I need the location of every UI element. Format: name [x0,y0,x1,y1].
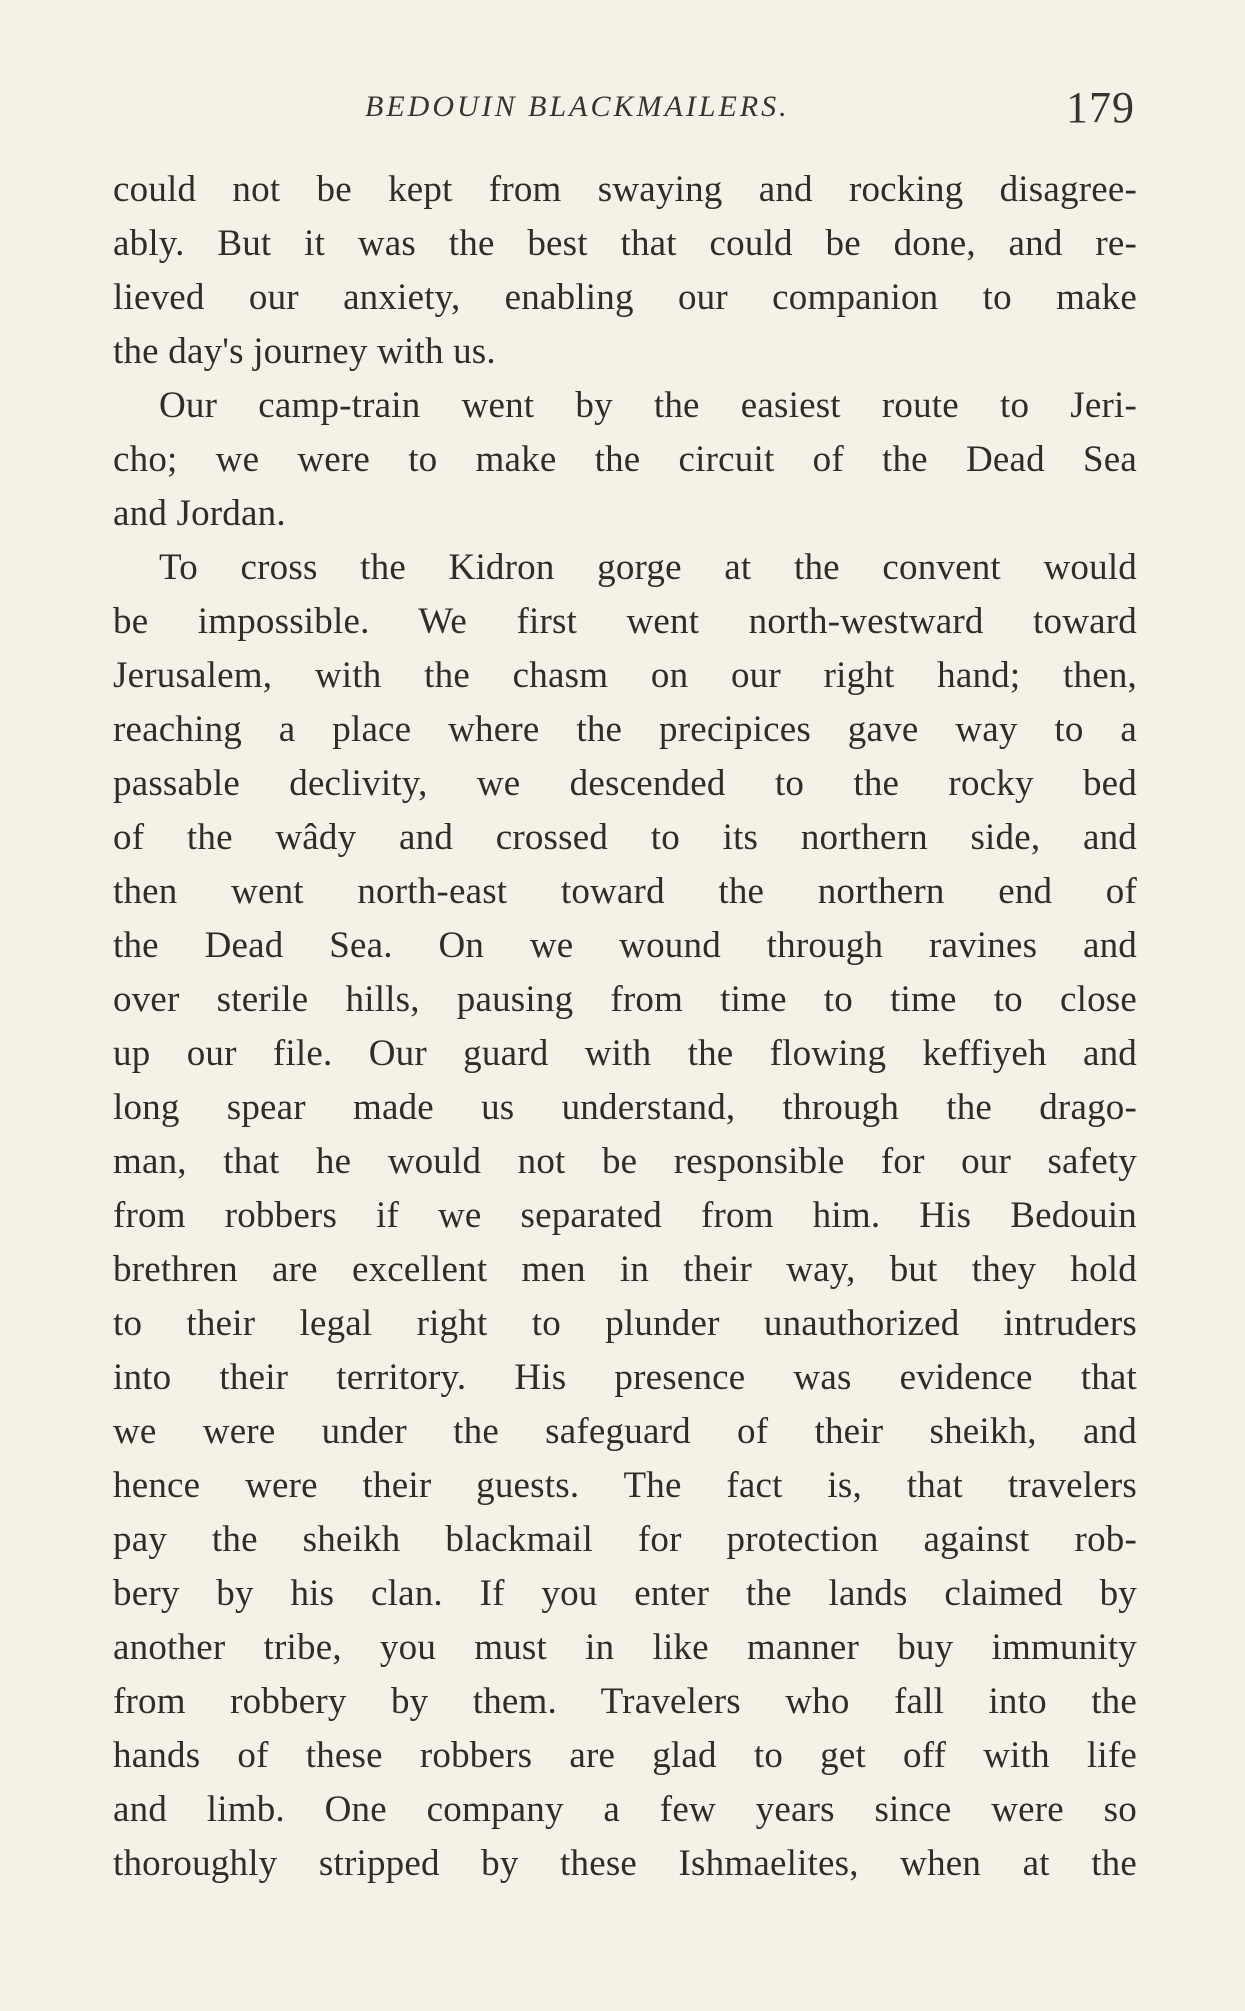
text-line: and limb. One company a few years since were so [113,1789,1137,1830]
text-line: hence were their guests. The fact is, that travelers [113,1465,1137,1506]
text-line: ably. But it was the best that could be done, and re- [113,223,1137,264]
text-line: reaching a place where the precipices gave way to a [113,709,1137,750]
text-line: bery by his clan. If you enter the lands claimed by [113,1573,1137,1614]
text-line: to their legal right to plunder unauthorized intruders [113,1303,1137,1344]
text-line: long spear made us understand, through the drago- [113,1087,1137,1128]
running-head-title: BEDOUIN BLACKMAILERS. [365,90,790,123]
text-line: into their territory. His presence was evidence that [113,1357,1137,1398]
text-line: Jerusalem, with the chasm on our right hand; then, [113,655,1137,696]
text-line: lieved our anxiety, enabling our companion to make [113,277,1137,318]
page-number: 179 [1066,83,1135,132]
running-header [0,82,1245,142]
text-line: the Dead Sea. On we wound through ravines and [113,925,1137,966]
text-line: from robbery by them. Travelers who fall into the [113,1681,1137,1722]
text-line: over sterile hills, pausing from time to time to close [113,979,1137,1020]
text-line: Our camp-train went by the easiest route to Jeri- [159,385,1137,426]
text-line: To cross the Kidron gorge at the convent would [159,547,1137,588]
text-line: the day's journey with us. [113,331,496,372]
text-line: from robbers if we separated from him. His Bedouin [113,1195,1137,1236]
text-line: another tribe, you must in like manner buy immunity [113,1627,1137,1668]
body-text [113,163,1137,1891]
text-line: up our file. Our guard with the flowing keffiyeh and [113,1033,1137,1074]
text-line: we were under the safeguard of their sheikh, and [113,1411,1137,1452]
text-line: cho; we were to make the circuit of the Dead Sea [113,439,1137,480]
text-line: be impossible. We first went north-westward toward [113,601,1137,642]
text-line: and Jordan. [113,493,286,534]
text-line: thoroughly stripped by these Ishmaelites, when at the [113,1843,1137,1884]
text-line: brethren are excellent men in their way, but they hold [113,1249,1137,1290]
text-line: could not be kept from swaying and rocking disagree- [113,169,1137,210]
text-line: passable declivity, we descended to the rocky bed [113,763,1137,804]
text-line: of the wâdy and crossed to its northern side, and [113,817,1137,858]
text-line: hands of these robbers are glad to get off with life [113,1735,1137,1776]
text-line: then went north-east toward the northern end of [113,871,1137,912]
text-line: man, that he would not be responsible for our safety [113,1141,1137,1182]
text-line: pay the sheikh blackmail for protection against rob- [113,1519,1137,1560]
